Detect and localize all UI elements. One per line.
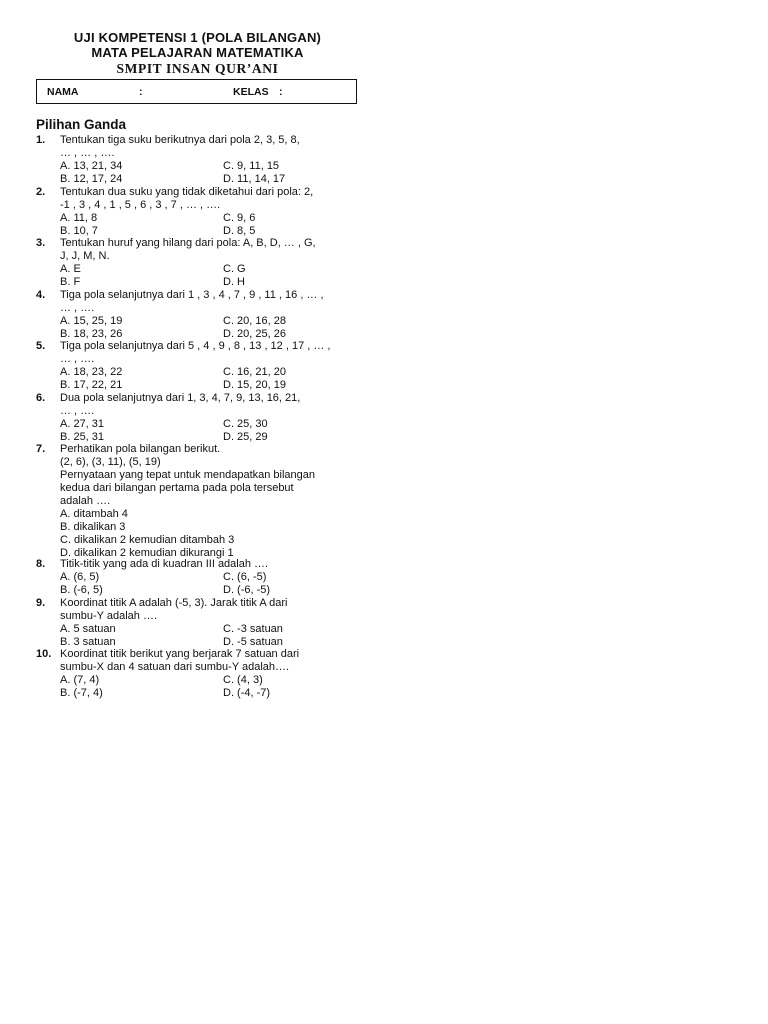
option-b: B. (-7, 4) xyxy=(60,687,103,699)
option-a: A. 27, 31 xyxy=(60,418,105,430)
question-number: 9. xyxy=(36,597,46,609)
question-text: … , …. xyxy=(60,302,95,314)
question-2 xyxy=(36,186,366,238)
question-text: Tentukan huruf yang hilang dari pola: A, B, D, … , G, xyxy=(60,237,316,249)
question-7 xyxy=(36,443,366,560)
option-a: A. (7, 4) xyxy=(60,674,100,686)
option-d: D. (-4, -7) xyxy=(223,687,271,699)
option-a: A. (6, 5) xyxy=(60,571,100,583)
question-number: 10. xyxy=(36,648,52,660)
question-text: Perhatikan pola bilangan berikut. xyxy=(60,443,221,455)
option-c: C. 20, 16, 28 xyxy=(223,315,286,327)
option-c: C. 9, 11, 15 xyxy=(223,160,280,172)
option-d: D. dikalikan 2 kemudian dikurangi 1 xyxy=(60,547,234,559)
option-b: B. F xyxy=(60,276,81,288)
option-d: D. (-6, -5) xyxy=(223,584,271,596)
option-a: A. 5 satuan xyxy=(60,623,116,635)
option-d: D. 25, 29 xyxy=(223,431,268,443)
option-b: B. 3 satuan xyxy=(60,636,116,648)
option-d: D. 15, 20, 19 xyxy=(223,379,286,391)
student-identity-box xyxy=(36,79,357,104)
section-title: Pilihan Ganda xyxy=(36,117,127,132)
option-d: D. H xyxy=(223,276,245,288)
question-10 xyxy=(36,648,366,700)
option-b: B. dikalikan 3 xyxy=(60,521,126,533)
option-c: C. G xyxy=(223,263,246,275)
option-b: B. 25, 31 xyxy=(60,431,105,443)
question-text: J, J, M, N. xyxy=(60,250,110,262)
question-8 xyxy=(36,558,366,597)
option-c: C. (6, -5) xyxy=(223,571,267,583)
option-b: B. (-6, 5) xyxy=(60,584,103,596)
kelas-colon: : xyxy=(279,86,283,98)
question-text: Pernyataan yang tepat untuk mendapatkan bilangan xyxy=(60,469,316,481)
question-number: 6. xyxy=(36,392,46,404)
header-school: SMPIT INSAN QUR’ANI xyxy=(116,61,279,76)
option-d: D. 8, 5 xyxy=(223,225,256,237)
header-title: UJI KOMPETENSI 1 (POLA BILANGAN) xyxy=(73,30,322,45)
question-number: 4. xyxy=(36,289,46,301)
option-b: B. 12, 17, 24 xyxy=(60,173,123,185)
option-a: A. 13, 21, 34 xyxy=(60,160,123,172)
question-text: -1 , 3 , 4 , 1 , 5 , 6 , 3 , 7 , … , …. xyxy=(60,199,221,211)
option-c: C. (4, 3) xyxy=(223,674,263,686)
option-c: C. -3 satuan xyxy=(223,623,283,635)
option-b: B. 18, 23, 26 xyxy=(60,328,123,340)
worksheet-header xyxy=(36,30,359,77)
question-text: Koordinat titik berikut yang berjarak 7 satuan dari xyxy=(60,648,300,660)
option-c: C. 16, 21, 20 xyxy=(223,366,286,378)
question-text: sumbu-X dan 4 satuan dari sumbu-Y adalah…. xyxy=(60,661,290,673)
nama-colon: : xyxy=(139,86,143,98)
option-a: A. E xyxy=(60,263,81,275)
option-d: D. -5 satuan xyxy=(223,636,283,648)
question-number: 3. xyxy=(36,237,46,249)
option-b: B. 17, 22, 21 xyxy=(60,379,123,391)
question-text: … , …. xyxy=(60,353,95,365)
option-d: D. 20, 25, 26 xyxy=(223,328,286,340)
question-text: … , … , …. xyxy=(60,147,115,159)
option-d: D. 11, 14, 17 xyxy=(223,173,286,185)
question-5 xyxy=(36,340,366,392)
option-a: A. 11, 8 xyxy=(60,212,98,224)
header-subject: MATA PELAJARAN MATEMATIKA xyxy=(91,45,304,60)
question-text: adalah …. xyxy=(60,495,111,507)
question-text: Tentukan dua suku yang tidak diketahui dari pola: 2, xyxy=(60,186,314,198)
question-number: 7. xyxy=(36,443,46,455)
option-b: B. 10, 7 xyxy=(60,225,98,237)
question-number: 2. xyxy=(36,186,46,198)
question-9 xyxy=(36,597,366,649)
question-6 xyxy=(36,392,366,444)
question-number: 5. xyxy=(36,340,46,352)
option-c: C. 25, 30 xyxy=(223,418,268,430)
question-text: … , …. xyxy=(60,405,95,417)
question-text: Titik-titik yang ada di kuadran III adalah …. xyxy=(60,558,269,570)
option-a: A. 15, 25, 19 xyxy=(60,315,123,327)
option-c: C. dikalikan 2 kemudian ditambah 3 xyxy=(60,534,235,546)
question-1 xyxy=(36,134,366,186)
question-text: sumbu-Y adalah …. xyxy=(60,610,158,622)
option-c: C. 9, 6 xyxy=(223,212,256,224)
question-text: Dua pola selanjutnya dari 1, 3, 4, 7, 9, 13, 16, 21, xyxy=(60,392,301,404)
option-a: A. ditambah 4 xyxy=(60,508,128,520)
question-text: Tiga pola selanjutnya dari 1 , 3 , 4 , 7 , 9 , 11 , 16 , … , xyxy=(60,289,324,301)
question-number: 8. xyxy=(36,558,46,570)
question-3 xyxy=(36,237,366,289)
kelas-label: KELAS xyxy=(233,86,269,98)
question-text: Tiga pola selanjutnya dari 5 , 4 , 9 , 8 , 13 , 12 , 17 , … , xyxy=(60,340,331,352)
question-text: Koordinat titik A adalah (-5, 3). Jarak titik A dari xyxy=(60,597,288,609)
option-a: A. 18, 23, 22 xyxy=(60,366,123,378)
question-4 xyxy=(36,289,366,341)
question-text: Tentukan tiga suku berikutnya dari pola 2, 3, 5, 8, xyxy=(60,134,300,146)
question-text: (2, 6), (3, 11), (5, 19) xyxy=(60,456,161,468)
nama-label: NAMA xyxy=(47,86,79,98)
question-text: kedua dari bilangan pertama pada pola tersebut xyxy=(60,482,294,494)
question-number: 1. xyxy=(36,134,46,146)
